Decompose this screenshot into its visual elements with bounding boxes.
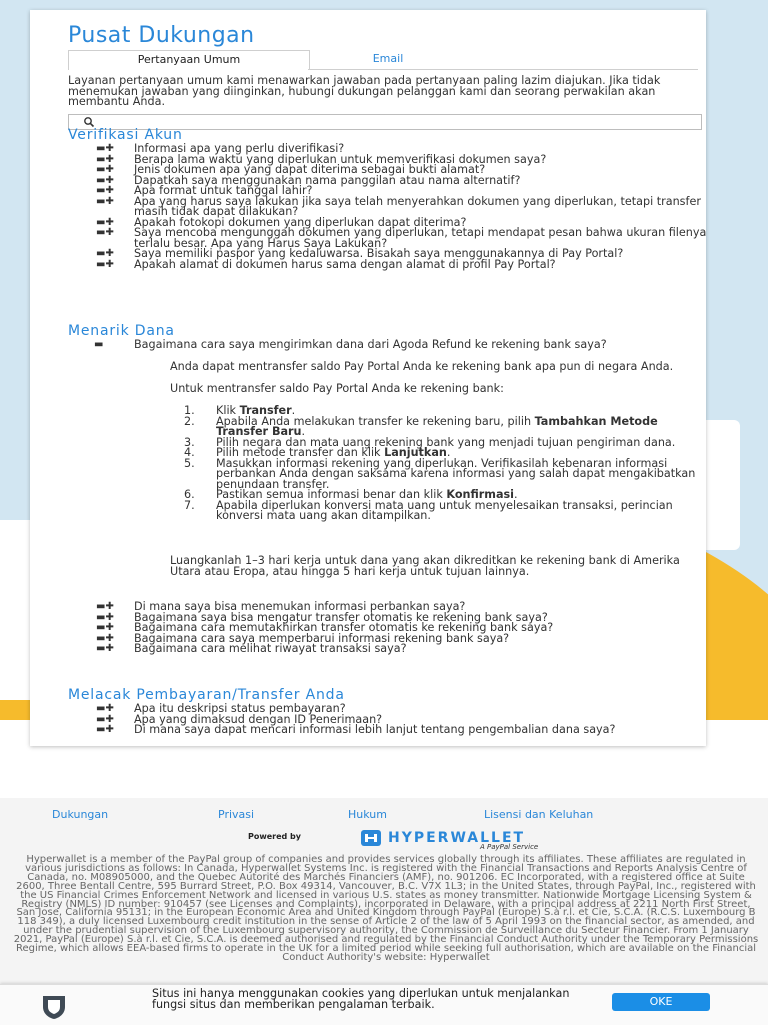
cookie-ok-button[interactable]: OKE xyxy=(612,993,710,1011)
footer-link-legal[interactable]: Hukum xyxy=(348,808,387,821)
tab-email[interactable]: Email xyxy=(372,52,404,65)
step-item: 6. Pastikan semua informasi benar dan klik Konfirmasi. xyxy=(184,488,518,501)
section-heading-verifikasi: Verifikasi Akun xyxy=(68,127,183,143)
tab-bar xyxy=(68,50,698,70)
faq-item[interactable]: ▬✚ Apa yang harus saya lakukan jika saya telah menyerahkan dokumen yang diperlukan, tetapi transfer masih tidak dapat dilakukan? xyxy=(96,194,701,218)
collapse-icon: ▬ xyxy=(94,339,104,350)
bullet-icon: ▬✚ xyxy=(96,216,114,228)
faq-item[interactable]: ▬✚ Di mana saya dapat mencari informasi lebih lanjut tentang pengembalian dana saya? xyxy=(96,723,616,736)
step-item: 5. Masukkan informasi rekening yang diperlukan. Verifikasilah kebenaran informasi perbankan Anda dengan saksama karena informasi yang salah dapat mengakibatkan penundaan transfer. xyxy=(184,456,696,491)
bullet-icon: ▬✚ xyxy=(96,611,114,623)
cookie-banner xyxy=(0,984,768,1025)
faq-item[interactable]: ▬✚ Apakah alamat di dokumen harus sama dengan alamat di profil Pay Portal? xyxy=(96,257,556,271)
paypal-service-tagline: A PayPal Service xyxy=(480,843,539,851)
faq-item[interactable]: ▬✚ Apa itu deskripsi status pembayaran? xyxy=(96,702,346,715)
bullet-icon: ▬✚ xyxy=(96,143,114,154)
faq-list-menarik xyxy=(68,602,706,655)
cookie-message: Situs ini hanya menggunakan cookies yang diperlukan untuk menjalankan fungsi situs dan memberikan pengalaman terbaik. xyxy=(152,987,570,1011)
answer-paragraph: Luangkanlah 1–3 hari kerja untuk dana yang akan dikreditkan ke rekening bank di Amerika Utara atau Eropa, atau hingga 5 hari kerja untuk tujuan lainnya. xyxy=(170,554,680,578)
bullet-icon: ▬✚ xyxy=(96,724,114,735)
faq-item[interactable]: ▬✚ Bagaimana cara memutakhirkan transfer otomatis ke rekening bank saya? xyxy=(96,621,554,634)
faq-item[interactable]: ▬✚ Bagaimana saya bisa mengatur transfer otomatis ke rekening bank saya? xyxy=(96,610,548,624)
step-item: 1. Klik Transfer. xyxy=(184,404,296,417)
faq-list-menarik-open xyxy=(68,340,706,351)
faq-item[interactable]: ▬✚ Jenis dokumen apa yang dapat diterima sebagai bukti alamat? xyxy=(96,163,486,176)
shield-icon xyxy=(40,993,68,1021)
hyperwallet-wordmark: HYPERWALLET xyxy=(388,830,526,846)
section-heading-melacak: Melacak Pembayaran/Transfer Anda xyxy=(68,687,345,703)
footer-link-privacy[interactable]: Privasi xyxy=(218,808,255,821)
powered-by-label: Powered by xyxy=(248,832,301,841)
faq-item[interactable]: ▬✚ Apa format untuk tanggal lahir? xyxy=(96,184,313,197)
footer-links xyxy=(0,808,768,822)
section-heading-menarik: Menarik Dana xyxy=(68,323,175,339)
faq-item[interactable]: ▬✚ Saya mencoba mengunggah dokumen yang diperlukan, tetapi mendapat pesan bahwa ukuran filenya terlalu besar. Apa yang Harus Saya Lakukan? xyxy=(96,226,706,250)
hyperwallet-logo xyxy=(360,828,630,850)
bullet-icon: ▬✚ xyxy=(96,713,114,725)
bullet-icon: ▬✚ xyxy=(96,195,114,207)
step-item: 7. Apabila diperlukan konversi mata uang untuk menyelesaikan transaksi, perincian konversi mata uang akan ditampilkan. xyxy=(184,498,673,522)
faq-item[interactable]: ▬✚ Apakah fotokopi dokumen yang diperlukan dapat diterima? xyxy=(96,215,467,229)
answer-paragraph: Anda dapat mentransfer saldo Pay Portal Anda ke rekening bank apa pun di negara Anda. xyxy=(170,360,674,373)
bullet-icon: ▬✚ xyxy=(96,703,114,714)
faq-item[interactable]: ▬✚ Informasi apa yang perlu diverifikasi? xyxy=(96,142,345,155)
bullet-icon: ▬✚ xyxy=(96,185,114,196)
faq-item[interactable]: ▬✚ Dapatkah saya menggunakan nama panggilan atau nama alternatif? xyxy=(96,173,521,187)
legal-disclaimer: Hyperwallet is a member of the PayPal group of companies and provides services globally through its affiliates. These affiliates are regulated in various jurisdictions as follows: In Canada, Hyperwallet Systems Inc. is registered with the Financial Transactions and Reports Analysis Centre of Canada, no. M08905000, and the Quebec Autorité des Marchés Financiers (AMF), no. 901206. EC Incorporated, with a registered office at Suite 2600, Three Bentall Centre, 595 Burrard Street, P.O. Box 49314, Vancouver, B.C. V7X 1L3; in the United States, through PayPal, Inc., registered with the US Financial Crimes Enforcement Network and licensed in various U.S. states as money transmitter. Nationwide Mortgage Licensing System & Registry (NMLS) ID number: 910457 (see Licenses and Complaints), incorporated in Delaware, with a principal address at 2211 North First Street, San Jose, California 95131; in the European Economic Area and United Kingdom through PayPal (Europe) S.à r.l. et Cie, S.C.A. (R.C.S. Luxembourg B 118 349), a duly licensed Luxembourg credit institution in the sense of Article 2 of the law of 5 April 1993 on the financial sector, as amended, and under the prudential supervision of the Luxembourg supervisory authority, the Commission de Surveillance du Secteur Financier. From 1 January 2021, PayPal (Europe) S.à r.l. et Cie, S.C.A. is deemed authorised and regulated by the Financial Conduct Authority under the Temporary Permissions Regime, which allows EEA-based firms to operate in the UK for a limited period while seeking full authorisation, which are available on the Financial Conduct Authority's website: Hyperwallet xyxy=(13,854,759,963)
bullet-icon: ▬✚ xyxy=(96,248,114,259)
footer-link-licenses[interactable]: Lisensi dan Keluhan xyxy=(484,808,594,821)
faq-item[interactable]: ▬✚ Bagaimana cara saya memperbarui informasi rekening bank saya? xyxy=(96,631,510,645)
step-item: 2. Apabila Anda melakukan transfer ke rekening baru, pilih Tambahkan Metode Transfer Baru. xyxy=(184,414,658,438)
bullet-icon: ▬✚ xyxy=(96,153,114,165)
step-item: 4. Pilih metode transfer dan klik Lanjutkan. xyxy=(184,446,451,459)
answer-paragraph: Untuk mentransfer saldo Pay Portal Anda ke rekening bank: xyxy=(170,382,504,395)
bullet-icon: ▬✚ xyxy=(96,227,114,238)
page-title: Pusat Dukungan xyxy=(68,23,255,48)
faq-item[interactable]: ▬✚ Bagaimana cara melihat riwayat transaksi saya? xyxy=(96,642,407,655)
faq-item[interactable]: ▬✚ Berapa lama waktu yang diperlukan untuk memverifikasi dokumen saya? xyxy=(96,152,547,166)
faq-list-melacak xyxy=(68,704,706,736)
bullet-icon: ▬✚ xyxy=(96,164,114,175)
bullet-icon: ▬✚ xyxy=(96,632,114,644)
footer-link-support[interactable]: Dukungan xyxy=(52,808,109,821)
tab-faq[interactable]: Pertanyaan Umum xyxy=(68,50,310,70)
faq-item-expanded[interactable]: ▬ Bagaimana cara saya mengirimkan dana dari Agoda Refund ke rekening bank saya? xyxy=(94,338,607,351)
support-center-card xyxy=(30,10,706,746)
transfer-steps xyxy=(180,406,700,522)
tab-divider xyxy=(308,69,698,70)
faq-list-verifikasi xyxy=(68,144,706,270)
bullet-icon: ▬✚ xyxy=(96,174,114,186)
step-item: 3. Pilih negara dan mata uang rekening bank yang menjadi tujuan pengiriman dana. xyxy=(184,435,676,449)
bullet-icon: ▬✚ xyxy=(96,601,114,612)
hyperwallet-logo-icon xyxy=(360,828,382,848)
bullet-icon: ▬✚ xyxy=(96,622,114,633)
bullet-icon: ▬✚ xyxy=(96,643,114,654)
faq-item[interactable]: ▬✚ Apa yang dimaksud dengan ID Penerimaan? xyxy=(96,712,383,726)
intro-text: Layanan pertanyaan umum kami menawarkan jawaban pada pertanyaan paling lazim diajukan. Jika tidak menemukan jawaban yang diinginkan, hubungi dukungan pelanggan kami dan seorang perwakilan akan membantu Anda. xyxy=(68,74,661,108)
bullet-icon: ▬✚ xyxy=(96,258,114,270)
faq-item[interactable]: ▬✚ Saya memiliki paspor yang kedaluwarsa. Bisakah saya menggunakannya di Pay Portal? xyxy=(96,247,624,260)
faq-item[interactable]: ▬✚ Di mana saya bisa menemukan informasi perbankan saya? xyxy=(96,600,466,613)
